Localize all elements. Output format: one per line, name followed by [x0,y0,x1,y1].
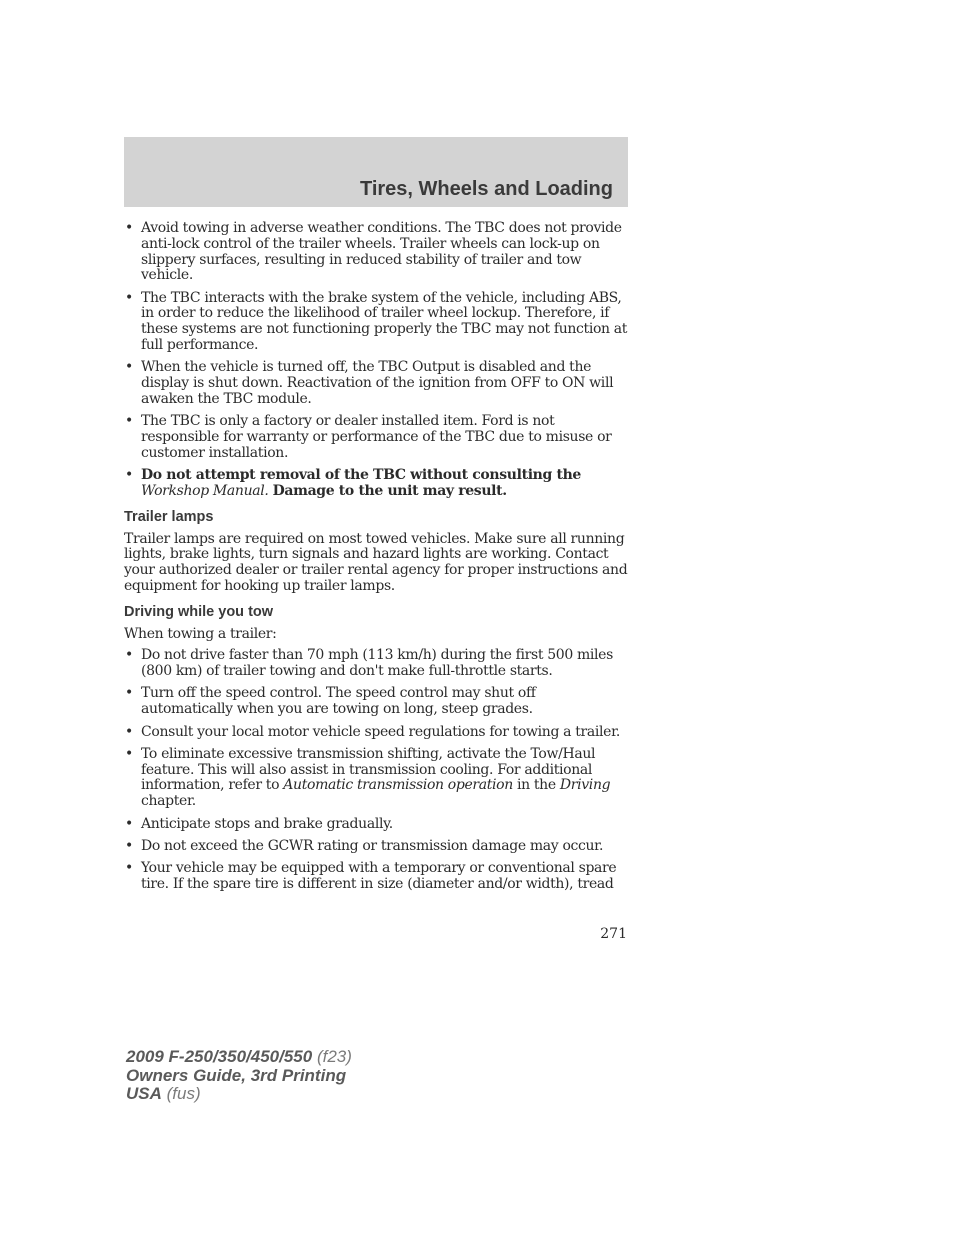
transmission-text: To eliminate excessive transmission shifting, activate the Tow/Haul feature. This will also assist in transmission cooling. For additional information, refer to [141,745,596,794]
list-item: • Do not exceed the GCWR rating or transmission damage may occur. [124,839,628,855]
footer-model-line [126,1048,352,1067]
list-item: • When the vehicle is turned off, the TBC Output is disabled and the display is shut down. Reactivation of the ignition from OFF to ON will awaken the TBC module. [124,360,628,407]
list-item: • Do not drive faster than 70 mph (113 km/h) during the first 500 miles (800 km) of trailer towing and don't make full-throttle starts. [124,648,628,680]
list-item: • Consult your local motor vehicle speed regulations for towing a trailer. [124,725,628,741]
footer-model-code: (f23) [316,1047,352,1066]
towing-bullet-list [124,648,628,892]
footer-market-line [126,1085,352,1104]
list-item: • Avoid towing in adverse weather conditions. The TBC does not provide anti-lock control of the trailer wheels. Trailer wheels can lock-up on slippery surfaces, resulting in reduced stability of trailer and tow vehicle. [124,221,628,284]
chapter-header [124,137,628,207]
list-item: • Your vehicle may be equipped with a temporary or conventional spare tire. If the spare tire is different in size (diameter and/or width), tread [124,861,628,893]
driving-chapter-reference: Driving [559,777,611,794]
footer-printing: Owners Guide, 3rd Printing [126,1065,347,1085]
transmission-text-in-the: in the [517,777,556,794]
warning-list-item [124,468,628,500]
workshop-manual-reference: Workshop Manual. [141,482,269,499]
page-content [124,221,628,899]
page-number: 271 [600,926,627,942]
transmission-list-item [124,747,628,810]
transmission-text-chapter: chapter. [141,793,196,810]
footer-market-code: (fus) [166,1084,201,1103]
trailer-lamps-paragraph: Trailer lamps are required on most towed vehicles. Make sure all running lights, brake lights, turn signals and hazard lights are working. Contact your authorized dealer or trailer rental agency for proper instructions and equipment for hooking up trailer lamps. [124,530,628,594]
list-item: • The TBC is only a factory or dealer installed item. Ford is not responsible for warranty or performance of the TBC due to misuse or customer installation. [124,414,628,461]
driving-while-you-tow-heading: Driving while you tow [124,603,274,620]
footer-model: 2009 F-250/350/450/550 [126,1047,313,1066]
towing-intro: When towing a trailer: [124,625,277,642]
warning-text-start: Do not attempt removal of the TBC without consulting the [141,467,581,484]
list-item: • Turn off the speed control. The speed control may shut off automatically when you are towing on long, steep grades. [124,686,628,718]
document-footer [126,1048,352,1104]
tbc-bullet-list [124,221,628,500]
transmission-section-reference: Automatic transmission operation [283,777,513,794]
footer-market: USA [126,1084,162,1103]
list-item: • Anticipate stops and brake gradually. [124,817,628,833]
list-item: • The TBC interacts with the brake system of the vehicle, including ABS, in order to reduce the likelihood of trailer wheel lockup. Therefore, if these systems are not functioning properly the TBC may not function at full performance. [124,291,628,354]
trailer-lamps-heading: Trailer lamps [124,508,214,525]
warning-text-end: Damage to the unit may result. [272,482,507,499]
chapter-title: Tires, Wheels and Loading [359,178,613,200]
